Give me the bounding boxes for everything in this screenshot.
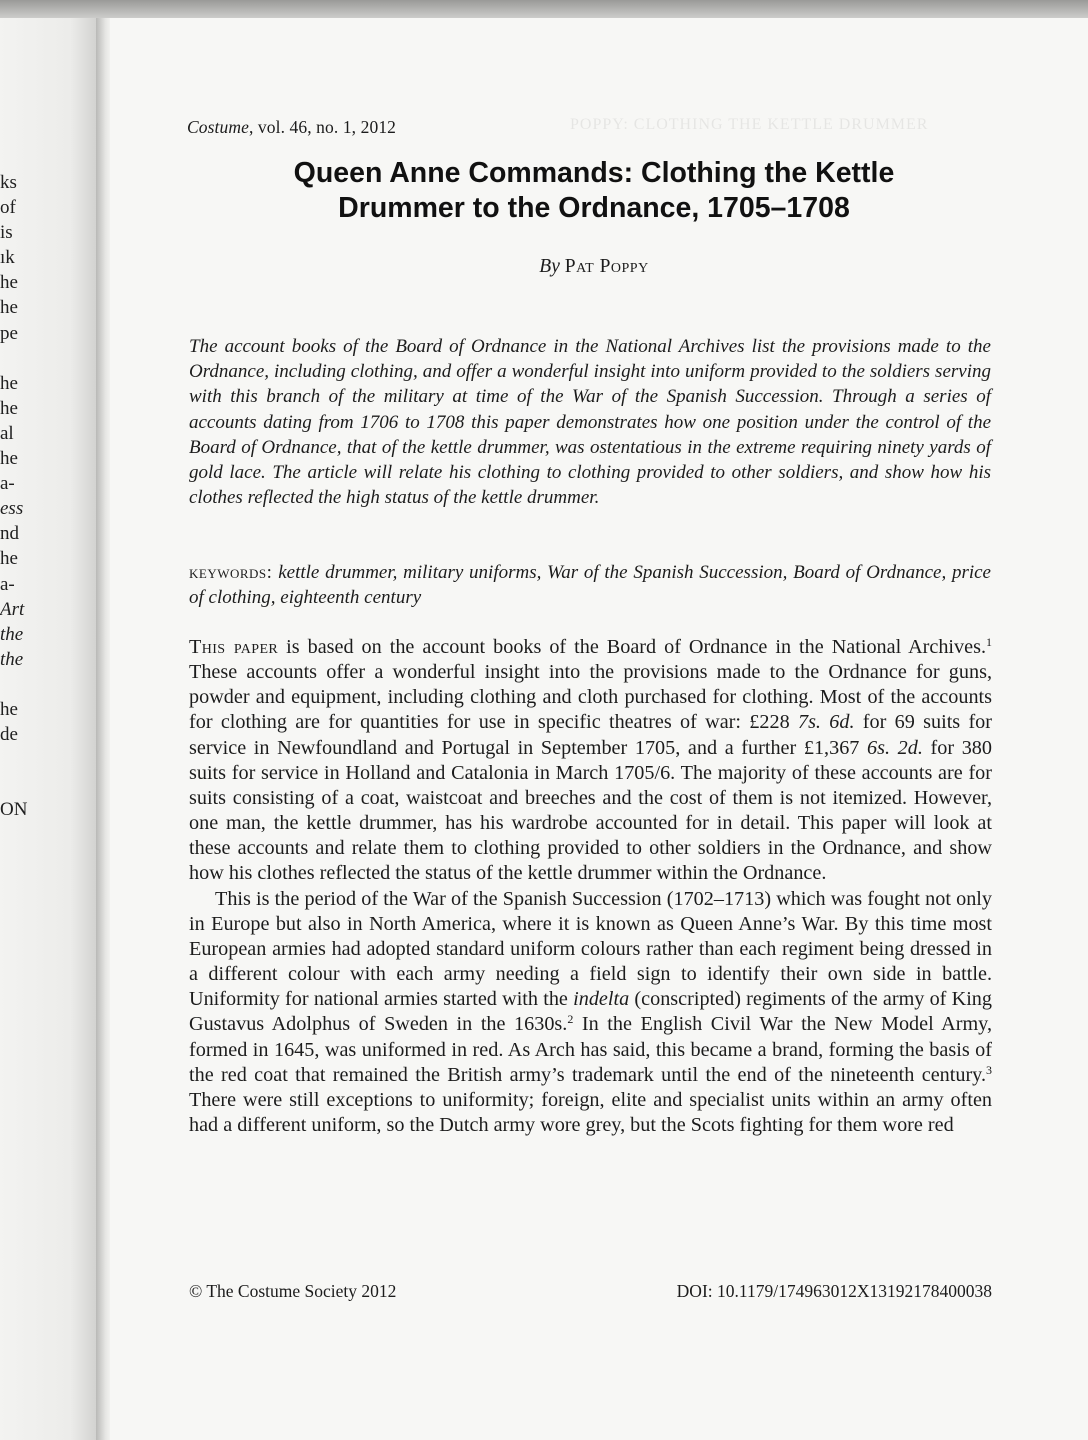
journal-name: Costume — [187, 117, 249, 137]
footnote-ref-3: 3 — [986, 1062, 992, 1077]
italic-term: indelta — [573, 988, 630, 1011]
keywords — [189, 560, 991, 610]
text-run: for 380 suits for service in Holland and Catalonia in March 1705/6. The majority of these accounts are for suits consisting of a coat, waistcoat and breeches and the cost of them is not itemized. However, one man, the kettle drummer, has his wardrobe accounted for in detail. This paper will look at these accounts and relate them to clothing provided to other soldiers in the Ordnance, and show how his clothes reflected the status of the kettle drummer within the Ordnance. — [189, 736, 992, 885]
facing-line: ks — [0, 172, 17, 193]
text-run: These accounts offer a wonderful insight into the provisions made to the Ordnance for guns, powder and equipment, including clothing and cloth purchased for clothing. Most of the accounts for clothing are for quantities for use in specific theatres of war: £228 — [189, 661, 992, 734]
facing-line: ık — [0, 247, 15, 269]
article-title — [150, 156, 1038, 226]
facing-line: he — [0, 372, 18, 394]
facing-line: of — [0, 197, 16, 219]
facing-line: he — [0, 272, 18, 294]
text-run: for 69 suits for service in Newfoundland and Portugal in September 1705, and a further £1,367 — [189, 711, 992, 759]
facing-line: de — [0, 724, 18, 746]
currency-shillings-pence: 7s. 6d. — [797, 711, 855, 734]
journal-volume: , vol. 46, no. 1, 2012 — [248, 117, 397, 137]
bleed-through-text: POPPY: CLOTHING THE KETTLE DRUMMER — [570, 116, 929, 133]
text-run: In the English Civil War the New Model Army, formed in 1645, was uniformed in red. As Arch has said, this became a brand, forming the basis of the red coat that remained the British army’s trademark until the end of the nineteenth century. — [189, 1013, 992, 1086]
facing-line: Art — [0, 598, 25, 620]
facing-page — [0, 18, 100, 1440]
facing-line: he — [0, 448, 18, 470]
facing-line: he — [0, 297, 18, 319]
facing-page-text — [0, 170, 30, 822]
page-footer — [189, 1281, 992, 1302]
facing-line — [0, 346, 30, 371]
by-label: By — [539, 256, 560, 277]
facing-line: ON — [0, 799, 28, 821]
facing-line: al — [0, 422, 14, 444]
facing-line — [0, 772, 30, 797]
copyright: © The Costume Society 2012 — [189, 1281, 397, 1301]
footnote-ref-1: 1 — [986, 635, 992, 649]
text-run: There were still exceptions to uniformity; foreign, elite and specialist units within an army often had a different uniform, so the Dutch army wore grey, but the Scots fighting for them wore red — [189, 1088, 992, 1136]
facing-line: he — [0, 548, 18, 570]
facing-line: the — [0, 623, 24, 645]
paragraph-2 — [189, 887, 992, 1139]
doi: DOI: 10.1179/174963012X13192178400038 — [676, 1281, 992, 1301]
currency-shillings-pence: 6s. 2d. — [867, 736, 923, 759]
author-name: Pat Poppy — [564, 256, 649, 277]
facing-line: nd — [0, 523, 19, 545]
keywords-label: keywords: — [189, 562, 273, 583]
facing-line: ess — [0, 498, 24, 520]
facing-line: is — [0, 222, 13, 244]
keywords-list: kettle drummer, military uniforms, War of the Spanish Succession, Board of Ordnance, price of clothing, eighteenth century — [189, 562, 991, 609]
byline — [150, 256, 1038, 278]
journal-citation — [187, 117, 396, 138]
facing-line: a- — [0, 473, 15, 495]
text-run: (conscripted) regiments of the army of King Gustavus Adolphus of Sweden in the 1630s. — [189, 988, 992, 1036]
facing-line: he — [0, 397, 18, 419]
paragraph-1 — [189, 635, 992, 887]
facing-line: he — [0, 698, 18, 720]
footnote-ref-2: 2 — [567, 1012, 574, 1027]
facing-line — [0, 672, 30, 697]
facing-line — [0, 747, 30, 772]
article-body — [189, 635, 992, 1138]
text-run: This is the period of the War of the Spanish Succession (1702–1713) which was fought not only in Europe but also in North America, where it is known as Queen Anne’s War. By this time most European armies had adopted standard uniform colours rather than each regiment being dressed in a different colour with each army needing a field sign to identify their own side in battle. Uniformity for national armies started with the — [189, 887, 992, 1011]
facing-line: pe — [0, 322, 18, 344]
facing-line: a- — [0, 573, 15, 595]
title-line-2: Drummer to the Ordnance, 1705–1708 — [338, 192, 850, 224]
text-run: is based on the account books of the Board of Ordnance in the National Archives. — [278, 636, 986, 658]
lead-in: This paper — [189, 636, 279, 658]
facing-line: the — [0, 648, 24, 670]
title-line-1: Queen Anne Commands: Clothing the Kettle — [293, 157, 895, 189]
abstract: The account books of the Board of Ordnance in the National Archives list the provisions made to the Ordnance, including clothing, and offer a wonderful insight into uniform provided to the soldiers serving with this branch of the military at time of the War of the Spanish Succession. Through a series of accounts dating from 1706 to 1708 this paper demonstrates how one position under the control of the Board of Ordnance, that of the kettle drummer, was ostentatious in the extreme requiring ninety yards of gold lace. The article will relate his clothing to clothing provided to other soldiers, and show how his clothes reflected the high status of the kettle drummer. — [189, 336, 991, 509]
